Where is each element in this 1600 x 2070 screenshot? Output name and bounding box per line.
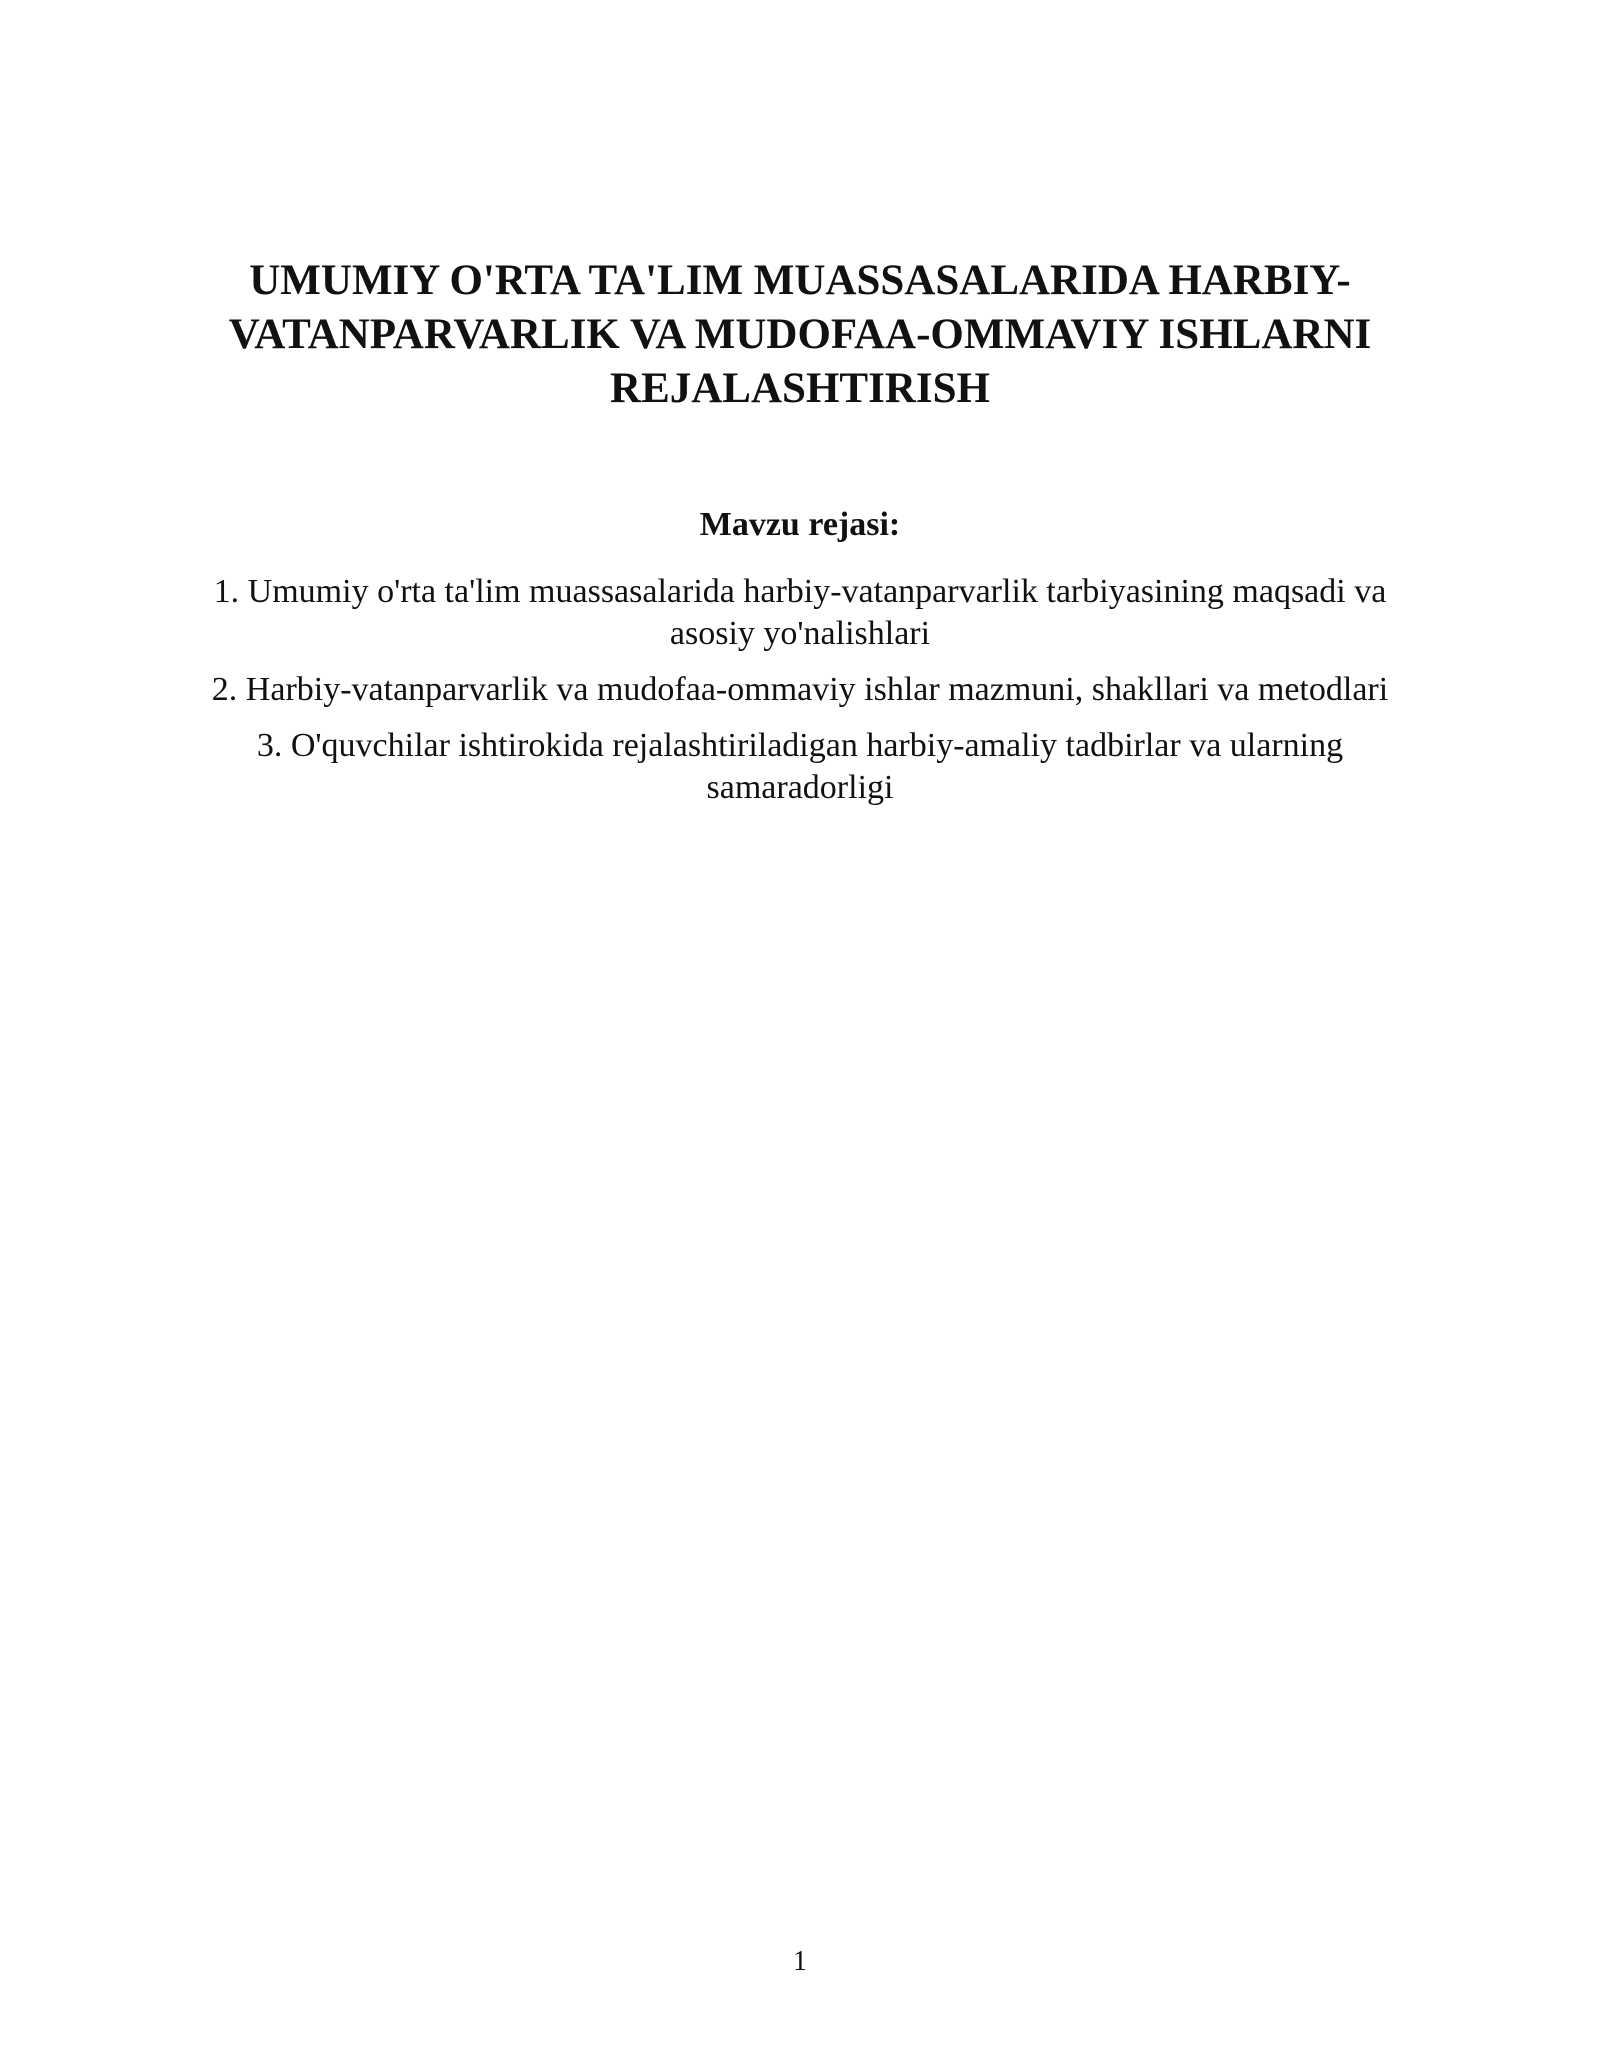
- plan-item-1: 1. Umumiy o'rta ta'lim muassasalarida harbiy-vatanparvarlik tarbiyasining maqsadi va asosiy yo'nalishlari: [213, 573, 1387, 652]
- plan-heading: Mavzu rejasi:: [699, 506, 901, 543]
- plan-list: [180, 571, 1420, 823]
- plan-item-2: 2. Harbiy-vatanparvarlik va mudofaa-ommaviy ishlar mazmuni, shakllari va metodlari: [211, 671, 1389, 708]
- document-title: UMUMIY O'RTA TA'LIM MUASSASALARIDA HARBIY-VATANPARVARLIK VA MUDOFAA-OMMAVIY ISHLARNI REJALASHTIRISH: [228, 257, 1372, 412]
- page-number: 1: [793, 1946, 807, 1977]
- plan-item-3: 3. O'quvchilar ishtirokida rejalashtiriladigan harbiy-amaliy tadbirlar va ularning samaradorligi: [256, 727, 1344, 806]
